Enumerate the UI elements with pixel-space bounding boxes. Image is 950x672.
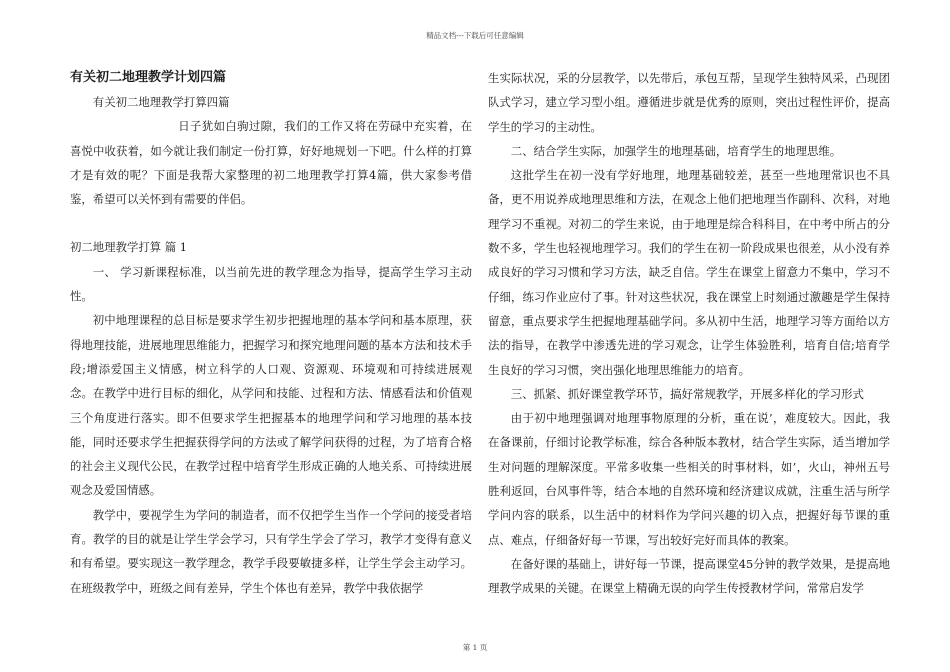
section-spacer [70,211,472,235]
body-paragraph-2: 教学中，要视学生为学问的制造者，而不仅把学生当作一个学问的接受者培育。教学的目的就是让学生学会学习，只有学生学会了学习，教学才变得有意义和有希望。要实现这一教学理念，教学手段要敏捷多样，让学生学会主动学习。在班级教学中，班级之间有差异，学生个体也有差异，教学中我依据学 [70,507,472,595]
point-three: 三、抓紧、抓好课堂教学环节，搞好常规教学，开展多样化的学习形式 [510,386,864,401]
intro-paragraph: 日子犹如白驹过隙，我们的工作又将在劳碌中充实着，在喜悦中收获着，如今就让我们制定一份打算，好好地规划一下吧。什么样的打算才是有效的呢？下面是我帮大家整理的初二地理教学打算4篇，供大家参考借鉴，希望可以关怀到有需要的伴侣。 [70,119,472,207]
body-paragraph-3: 生实际状况，采的分层教学，以先带后，承包互帮，呈现学生独特风采，凸现团队式学习，建立学习型小组。遵循进步就是优秀的原则，突出过程性评价，提高学生的学习的主动性。 [488,71,890,134]
page-number: 第 1 页 [462,643,488,652]
body-paragraph-5: 由于初中地理强调对地理事物原理的分析，重在说’，难度较大。因此，我在备课前，仔细讨论教学标准，综合各种版本教材，结合学生实际，适当增加学生对问题的理解深度。平常多收集一些相关的时事材料，如’，火山，神州五号胜利返回，台风事件等，结合本地的自然环境和经济建议成就，注重生活与所学学问内容的联系，以生活中的材料作为学问兴趣的切入点，把握好每节课的重点、难点，仔细备好每一节课，写出较好完好而具体的教案。 [488,411,890,547]
document-title: 有关初二地理教学计划四篇 [70,70,227,85]
page-header-note: 精品文档---下载后可任意编辑 [426,31,524,40]
body-paragraph-4: 这批学生在初一没有学好地理，地理基础较差，甚至一些地理常识也不具备，更不用说养成地理思维和方法，在观念上他们把地理当作副科、次科，对地理学习不重视。对初二的学生来说，由于地理是综合科科目，在中考中所占的分数不多，学生也轻视地理学习。我们的学生在初一阶段成果也很差，从小没有养成良好的学习习惯和学习方法，缺乏自信。学生在课堂上留意力不集中，学习不仔细，练习作业应付了事。针对这些状况，我在课堂上时刻通过激趣是学生保持留意，重点要求学生把握地理基础学问。多从初中生活，地理学习等方面给以方法的指导，在教学中渗透先进的学习观念，让学生体验胜利，培育自信;培育学生良好的学习习惯，突出强化地理思维能力的培育。 [488,168,890,377]
point-one: 一、 学习新课程标准，以当前先进的教学理念为指导，提高学生学习主动性。 [70,264,472,304]
body-paragraph-1: 初中地理课程的总目标是要求学生初步把握地理的基本学问和基本原理，获得地理技能，进展地理思维能力，把握学习和探究地理问题的基本方法和技术手段;增添爱国主义情感，树立科学的人口观、资源观、环境观和可持续进展观念。在教学中进行目标的细化，从学问和技能、过程和方法、情感看法和价值观三个角度进行落实。即不但要求学生把握基本的地理学问和学习地理的基本技能，同时还要求学生把握获得学问的方法或了解学问获得的过程，为了培育合格的社会主义现代公民，在教学过程中培育学生形成正确的人地关系、可持续进展观念及爱国情感。 [70,313,472,498]
left-column [70,66,472,600]
body-paragraph-6: 在备好课的基础上，讲好每一节课，提高课堂45分钟的教学效果，是提高地理教学成果的关键。在课堂上精确无误的向学生传授教材学问，常常启发学 [488,556,890,596]
point-two: 二、结合学生实际，加强学生的地理基础，培育学生的地理思维。 [510,143,842,158]
document-subtitle: 有关初二地理教学打算四篇 [92,95,230,109]
section-heading: 初二地理教学打算 篇 1 [70,240,188,255]
right-column [488,66,890,601]
